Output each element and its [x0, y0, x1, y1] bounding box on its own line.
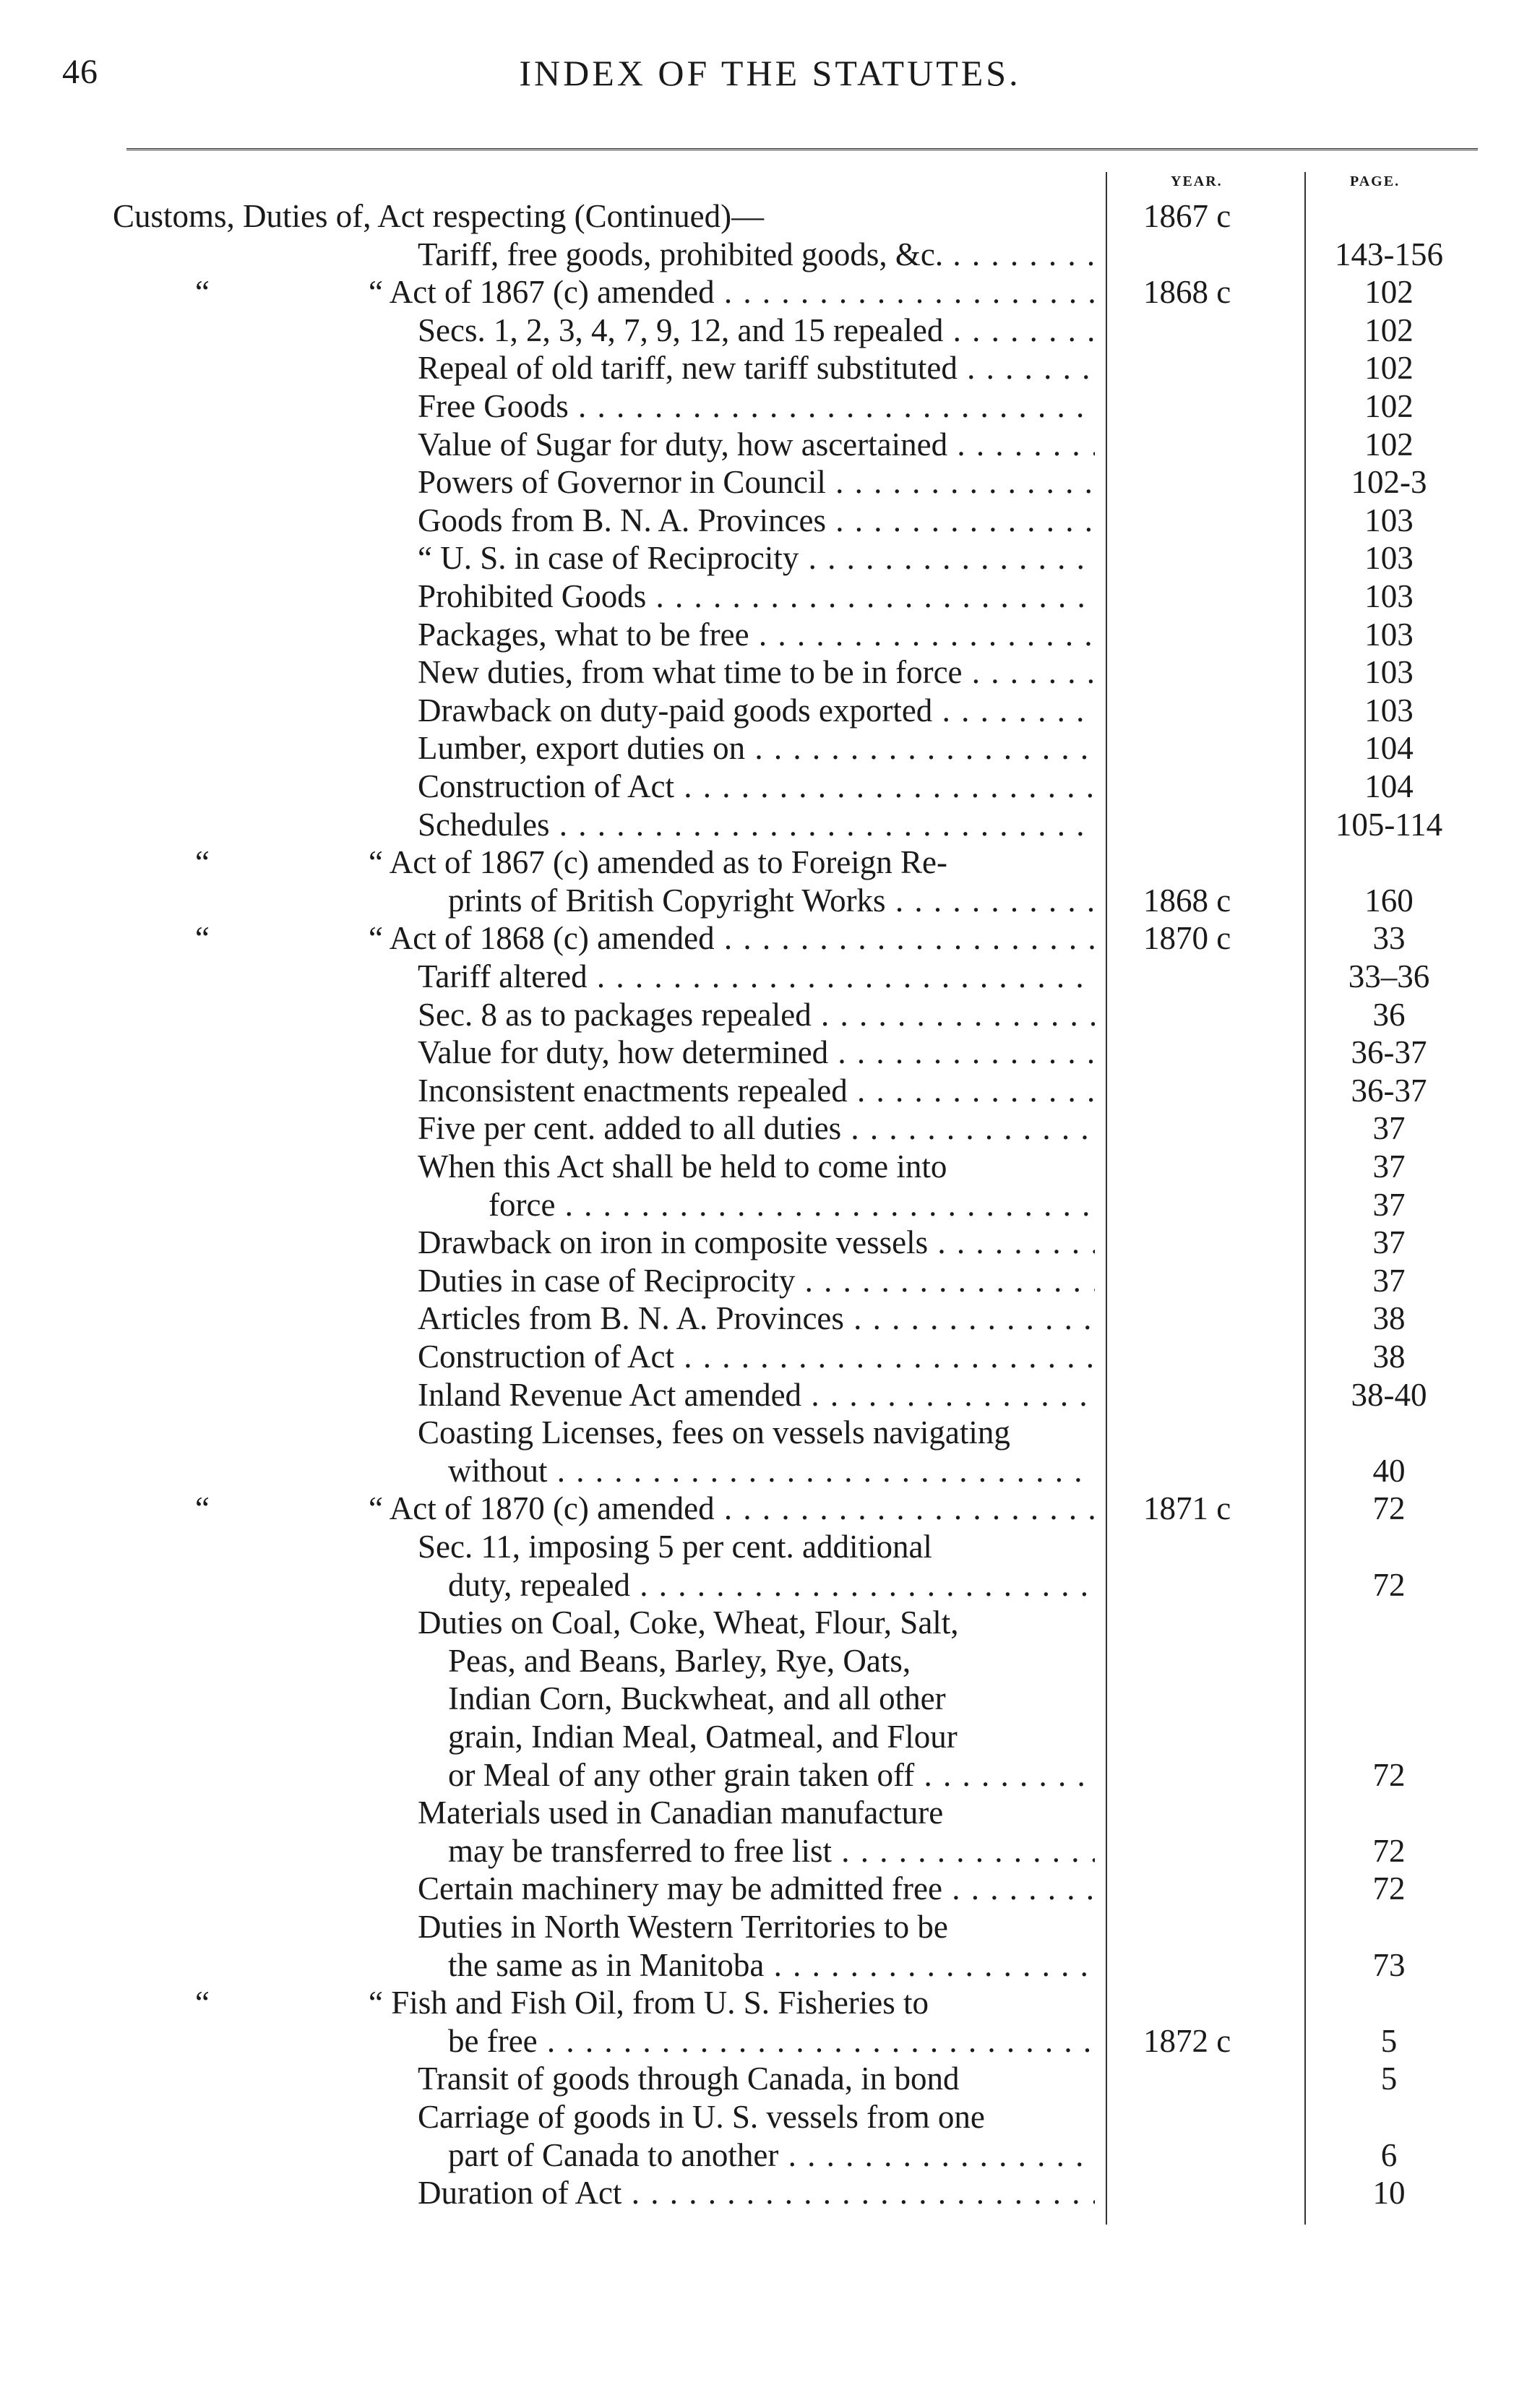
entry-text: Inconsistent enactments repealed . . . — [418, 1071, 1095, 1110]
index-row — [0, 425, 1540, 464]
index-row — [0, 348, 1540, 387]
entry-text: “ U. S. in case of Reciprocity . . . — [418, 538, 1095, 577]
entry-page: 103 — [1364, 692, 1414, 729]
entry-page: 72 — [1372, 1490, 1406, 1527]
index-row — [0, 1946, 1540, 1985]
entry-year: 1868 c — [1143, 882, 1231, 919]
entry-page: 102 — [1364, 426, 1414, 463]
entry-text: may be transferred to free list . . . — [448, 1831, 1095, 1870]
entry-page: 104 — [1364, 730, 1414, 767]
index-row — [0, 1147, 1540, 1186]
index-row — [0, 1375, 1540, 1414]
index-row — [0, 197, 1540, 236]
index-row — [0, 881, 1540, 920]
index-row — [0, 2059, 1540, 2098]
entry-page: 102 — [1364, 274, 1414, 311]
entry-text: Certain machinery may be admitted free . . . — [418, 1869, 1095, 1908]
year-column-header: YEAR. — [1171, 173, 1223, 189]
entry-page: 103 — [1364, 654, 1414, 691]
index-row — [0, 1983, 1540, 2022]
entry-text: be free . . . — [448, 2021, 1095, 2060]
entry-page: 72 — [1372, 1832, 1406, 1869]
page-column-header: PAGE. — [1350, 173, 1401, 189]
index-row — [0, 843, 1540, 882]
entry-text: Construction of Act . . . — [418, 1337, 1095, 1376]
entry-page: 37 — [1372, 1186, 1406, 1223]
entry-text: Schedules . . . — [418, 805, 1095, 844]
entry-page: 102-3 — [1351, 464, 1427, 501]
index-row — [0, 729, 1540, 768]
entry-text: Value of Sugar for duty, how ascertained . . . — [418, 425, 1095, 464]
entry-text: Free Goods . . . — [418, 387, 1095, 426]
entry-page: 36-37 — [1351, 1034, 1427, 1071]
index-row — [0, 2173, 1540, 2212]
entry-text: Drawback on duty-paid goods exported . . . — [418, 691, 1095, 730]
index-row — [0, 1413, 1540, 1452]
index-row — [0, 538, 1540, 577]
index-row — [0, 501, 1540, 540]
entry-text: Tariff altered . . . — [418, 957, 1095, 996]
ditto-mark: “ — [195, 844, 210, 881]
entry-text: When this Act shall be held to come into — [418, 1148, 947, 1185]
entry-page: 103 — [1364, 578, 1414, 614]
entry-page: 10 — [1372, 2175, 1406, 2212]
entry-text: the same as in Manitoba . . . — [448, 1946, 1095, 1985]
index-row — [0, 387, 1540, 426]
index-row — [0, 1223, 1540, 1262]
entry-page: 37 — [1372, 1110, 1406, 1147]
entry-page: 102 — [1364, 350, 1414, 387]
index-row — [0, 1907, 1540, 1946]
header-rule — [126, 148, 1478, 150]
entry-text: Peas, and Beans, Barley, Rye, Oats, — [448, 1642, 911, 1679]
entry-text: Repeal of old tariff, new tariff substituted . . . — [418, 348, 1095, 387]
entry-text: without . . . — [448, 1451, 1095, 1490]
entry-page: 37 — [1372, 1224, 1406, 1261]
index-row — [0, 1337, 1540, 1376]
index-row — [0, 1793, 1540, 1832]
entry-text: force . . . — [489, 1185, 1095, 1224]
index-row — [0, 1717, 1540, 1756]
entry-text: Duties in North Western Territories to be — [418, 1909, 948, 1945]
index-row — [0, 615, 1540, 654]
entry-page: 102 — [1364, 388, 1414, 424]
index-row — [0, 2097, 1540, 2136]
entry-page: 36 — [1372, 996, 1406, 1033]
index-row — [0, 1641, 1540, 1680]
entry-year: 1868 c — [1143, 274, 1231, 311]
entry-text: part of Canada to another . . . — [448, 2136, 1095, 2175]
ditto-mark: “ — [195, 274, 210, 311]
index-row — [0, 1451, 1540, 1490]
entry-page: 37 — [1372, 1148, 1406, 1185]
entry-text: Lumber, export duties on . . . — [418, 729, 1095, 768]
entry-text: Sec. 11, imposing 5 per cent. additional — [418, 1529, 932, 1565]
entry-page: 104 — [1364, 768, 1414, 804]
index-row — [0, 463, 1540, 502]
entry-page: 103 — [1364, 616, 1414, 653]
index-row — [0, 1299, 1540, 1338]
page-number: 46 — [62, 53, 98, 91]
index-row — [0, 1489, 1540, 1528]
entry-year: 1871 c — [1143, 1490, 1231, 1527]
entry-page: 38 — [1372, 1338, 1406, 1375]
entry-year: 1870 c — [1143, 920, 1231, 957]
index-row — [0, 1109, 1540, 1148]
index-row — [0, 691, 1540, 730]
entry-text: Drawback on iron in composite vessels . . . — [418, 1223, 1095, 1262]
entry-text: Indian Corn, Buckwheat, and all other — [448, 1680, 946, 1717]
entry-text: Transit of goods through Canada, in bond — [418, 2060, 960, 2097]
entry-text: grain, Indian Meal, Oatmeal, and Flour — [448, 1719, 958, 1755]
index-row — [0, 1033, 1540, 1072]
entry-text: “ Act of 1870 (c) amended . . . — [369, 1489, 1095, 1528]
entry-text: duty, repealed . . . — [448, 1565, 1095, 1604]
index-row — [0, 1679, 1540, 1718]
entry-text: Tariff, free goods, prohibited goods, &c. . . . — [418, 235, 1095, 274]
index-row — [0, 2136, 1540, 2175]
ditto-mark: “ — [195, 1490, 210, 1527]
index-row — [0, 311, 1540, 350]
entry-text: Carriage of goods in U. S. vessels from one — [418, 2099, 985, 2135]
entry-page: 103 — [1364, 540, 1414, 577]
entry-text: “ Act of 1867 (c) amended . . . — [369, 272, 1095, 311]
entry-text: Coasting Licenses, fees on vessels navigating — [418, 1414, 1010, 1451]
page-title: INDEX OF THE STATUTES. — [519, 53, 1021, 93]
entry-page: 38 — [1372, 1300, 1406, 1337]
index-row — [0, 767, 1540, 806]
entry-text: Duties on Coal, Coke, Wheat, Flour, Salt, — [418, 1604, 959, 1641]
entry-page: 102 — [1364, 311, 1414, 348]
index-row — [0, 805, 1540, 844]
entry-text: Five per cent. added to all duties . . . — [418, 1109, 1095, 1148]
entry-page: 5 — [1380, 2022, 1398, 2059]
entry-text: Secs. 1, 2, 3, 4, 7, 9, 12, and 15 repealed . . . — [418, 311, 1095, 350]
index-row — [0, 1831, 1540, 1870]
entry-text: Duration of Act . . . — [418, 2173, 1095, 2212]
index-row — [0, 653, 1540, 692]
index-row — [0, 995, 1540, 1034]
ditto-mark: “ — [195, 1985, 210, 2021]
entry-text: New duties, from what time to be in force . . . — [418, 653, 1095, 692]
entry-text: Duties in case of Reciprocity . . . — [418, 1261, 1095, 1300]
entry-text: Inland Revenue Act amended . . . — [418, 1375, 1095, 1414]
entry-page: 72 — [1372, 1756, 1406, 1793]
entry-text: Powers of Governor in Council . . . — [418, 463, 1095, 502]
entry-page: 160 — [1364, 882, 1414, 919]
entry-text: “ Fish and Fish Oil, from U. S. Fisheries to — [369, 1985, 929, 2021]
entry-text: or Meal of any other grain taken off . . . — [448, 1756, 1095, 1795]
index-row — [0, 957, 1540, 996]
entry-page: 103 — [1364, 502, 1414, 538]
entry-text: prints of British Copyright Works . . . — [448, 881, 1095, 920]
entry-page: 6 — [1380, 2136, 1398, 2173]
entry-text: Goods from B. N. A. Provinces . . . — [418, 501, 1095, 540]
entry-text: Construction of Act . . . — [418, 767, 1095, 806]
index-row — [0, 1603, 1540, 1642]
index-row — [0, 577, 1540, 616]
entry-year: 1867 c — [1143, 198, 1231, 234]
entry-page: 36-37 — [1351, 1072, 1427, 1109]
entry-page: 143-156 — [1335, 236, 1443, 272]
entry-text: “ Act of 1868 (c) amended . . . — [369, 919, 1095, 958]
entry-page: 37 — [1372, 1262, 1406, 1299]
entry-year: 1872 c — [1143, 2022, 1231, 2059]
entry-page: 5 — [1380, 2060, 1398, 2097]
entry-page: 33 — [1372, 920, 1406, 957]
index-row — [0, 1869, 1540, 1908]
index-row — [0, 1527, 1540, 1566]
index-row — [0, 919, 1540, 958]
index-row — [0, 1565, 1540, 1604]
index-row — [0, 1185, 1540, 1224]
entry-text: Articles from B. N. A. Provinces . . . — [418, 1299, 1095, 1338]
index-row — [0, 235, 1540, 274]
entry-page: 105-114 — [1335, 806, 1443, 843]
entry-text: Materials used in Canadian manufacture — [418, 1795, 944, 1831]
entry-page: 73 — [1372, 1946, 1406, 1983]
index-row — [0, 1756, 1540, 1795]
entry-text: Value for duty, how determined . . . — [418, 1033, 1095, 1072]
entry-text: Packages, what to be free . . . — [418, 615, 1095, 654]
index-row — [0, 2021, 1540, 2060]
entry-page: 40 — [1372, 1452, 1406, 1489]
ditto-mark: “ — [195, 920, 210, 957]
entry-page: 72 — [1372, 1566, 1406, 1603]
entry-page: 33–36 — [1348, 958, 1430, 994]
entry-text: Customs, Duties of, Act respecting (Continued)— — [113, 198, 765, 234]
entry-text: Prohibited Goods . . . — [418, 577, 1095, 616]
index-row — [0, 272, 1540, 311]
entry-text: “ Act of 1867 (c) amended as to Foreign Re- — [369, 844, 948, 881]
entry-page: 72 — [1372, 1870, 1406, 1907]
entry-text: Sec. 8 as to packages repealed . . . — [418, 995, 1095, 1034]
entry-page: 38-40 — [1351, 1376, 1427, 1413]
index-row — [0, 1261, 1540, 1300]
index-row — [0, 1071, 1540, 1110]
